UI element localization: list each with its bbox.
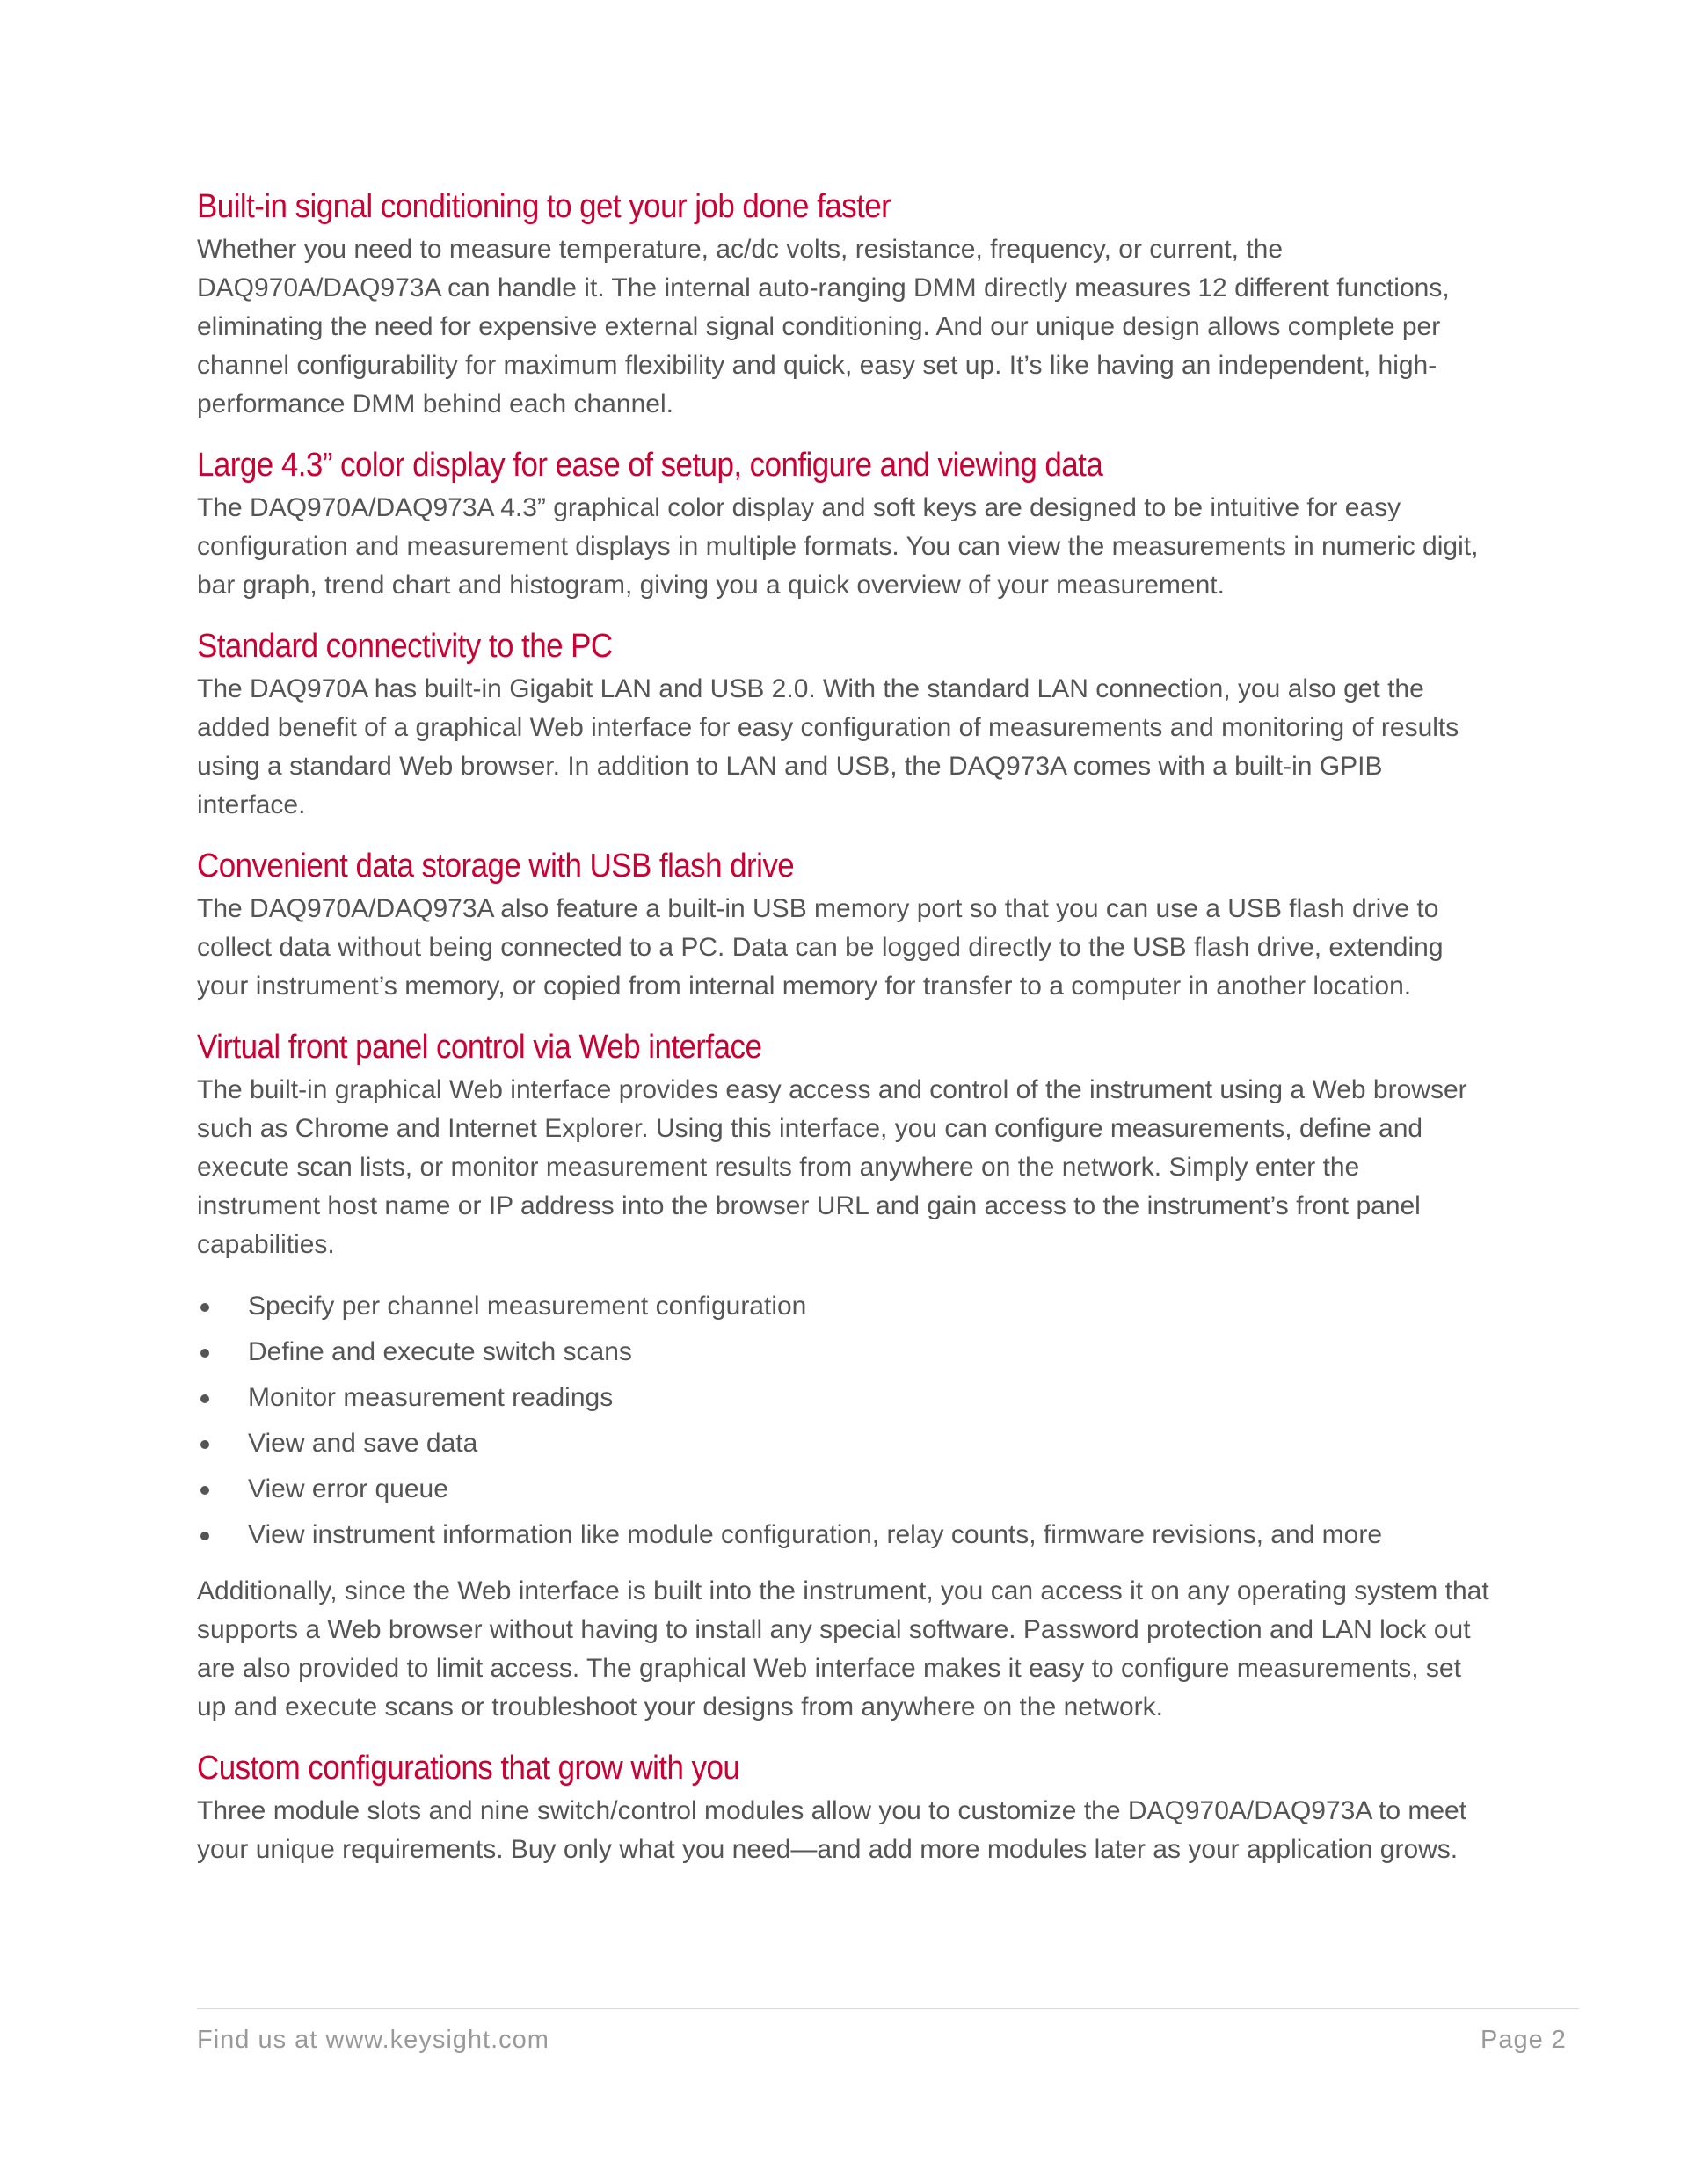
section-web-interface <box>197 1023 1489 1727</box>
list-item-text: View error queue <box>248 1474 448 1503</box>
bullet-dot-icon <box>200 1349 209 1358</box>
section-paragraph: Additionally, since the Web interface is built into the instrument, you can access it on any operating system that supports a Web browser without having to install any special software. Password protection and LAN lock out are also provided to limit access. The graphical Web interface makes it easy to configure measurements, set up and execute scans or troubleshoot your designs from anywhere on the network. <box>197 1576 1489 1722</box>
section-connectivity <box>197 622 1489 825</box>
list-item-text: View instrument information like module configuration, relay counts, firmware revisions, and more <box>248 1520 1383 1549</box>
bullet-dot-icon <box>200 1532 209 1540</box>
list-item <box>197 1329 1489 1375</box>
feature-bullet-list <box>197 1284 1489 1558</box>
footer-divider <box>197 2008 1579 2009</box>
section-custom-configurations <box>197 1744 1489 1869</box>
section-heading: Standard connectivity to the PC <box>197 628 613 665</box>
section-paragraph: Three module slots and nine switch/control modules allow you to customize the DAQ970A/DAQ973A to meet your unique requirements. Buy only what you need—and add more modules later as your application grows. <box>197 1796 1467 1864</box>
section-heading: Virtual front panel control via Web interface <box>197 1029 762 1066</box>
section-usb-storage <box>197 842 1489 1006</box>
section-heading: Custom configurations that grow with you <box>197 1750 740 1787</box>
list-item <box>197 1467 1489 1512</box>
footer-page-number: Page 2 <box>1481 2026 1567 2054</box>
section-paragraph: The DAQ970A has built-in Gigabit LAN and USB 2.0. With the standard LAN connection, you also get the added benefit of a graphical Web interface for easy configuration of measurements and monitoring of results using a standard Web browser. In addition to LAN and USB, the DAQ973A comes with a built-in GPIB interface. <box>197 674 1459 819</box>
bullet-dot-icon <box>200 1303 209 1312</box>
section-signal-conditioning <box>197 183 1489 424</box>
section-heading: Large 4.3” color display for ease of setup, configure and viewing data <box>197 447 1103 484</box>
section-paragraph: The built-in graphical Web interface provides easy access and control of the instrument using a Web browser such as Chrome and Internet Explorer. Using this interface, you can configure measurements, define and execute scan lists, or monitor measurement results from anywhere on the network. Simply enter the instrument host name or IP address into the browser URL and gain access to the instrument’s front panel capabilities. <box>197 1075 1467 1259</box>
list-item-text: Define and execute switch scans <box>248 1337 632 1366</box>
section-paragraph: The DAQ970A/DAQ973A also feature a built-in USB memory port so that you can use a USB flash drive to collect data without being connected to a PC. Data can be logged directly to the USB flash drive, extending your instrument’s memory, or copied from internal memory for transfer to a computer in another location. <box>197 894 1444 1001</box>
list-item-text: Monitor measurement readings <box>248 1383 614 1412</box>
document-page <box>197 183 1489 1869</box>
list-item <box>197 1421 1489 1467</box>
section-heading: Built-in signal conditioning to get your job done faster <box>197 188 891 225</box>
list-item <box>197 1512 1489 1558</box>
list-item-text: Specify per channel measurement configuration <box>248 1292 807 1321</box>
list-item <box>197 1375 1489 1421</box>
bullet-dot-icon <box>200 1440 209 1449</box>
section-heading: Convenient data storage with USB flash drive <box>197 848 795 885</box>
list-item-text: View and save data <box>248 1429 478 1458</box>
list-item <box>197 1284 1489 1329</box>
bullet-dot-icon <box>200 1486 209 1495</box>
section-color-display <box>197 441 1489 605</box>
section-paragraph: Whether you need to measure temperature, ac/dc volts, resistance, frequency, or current, the DAQ970A/DAQ973A can handle it. The internal auto-ranging DMM directly measures 12 different functions, eliminating the need for expensive external signal conditioning. And our unique design allows complete per channel configurability for maximum flexibility and quick, easy set up. It’s like having an independent, high-performance DMM behind each channel. <box>197 235 1450 419</box>
section-paragraph: The DAQ970A/DAQ973A 4.3” graphical color display and soft keys are designed to be intuitive for easy configuration and measurement displays in multiple formats. You can view the measurements in numeric digit, bar graph, trend chart and histogram, giving you a quick overview of your measurement. <box>197 493 1479 600</box>
bullet-dot-icon <box>200 1394 209 1403</box>
footer-website-text: Find us at www.keysight.com <box>197 2026 549 2054</box>
